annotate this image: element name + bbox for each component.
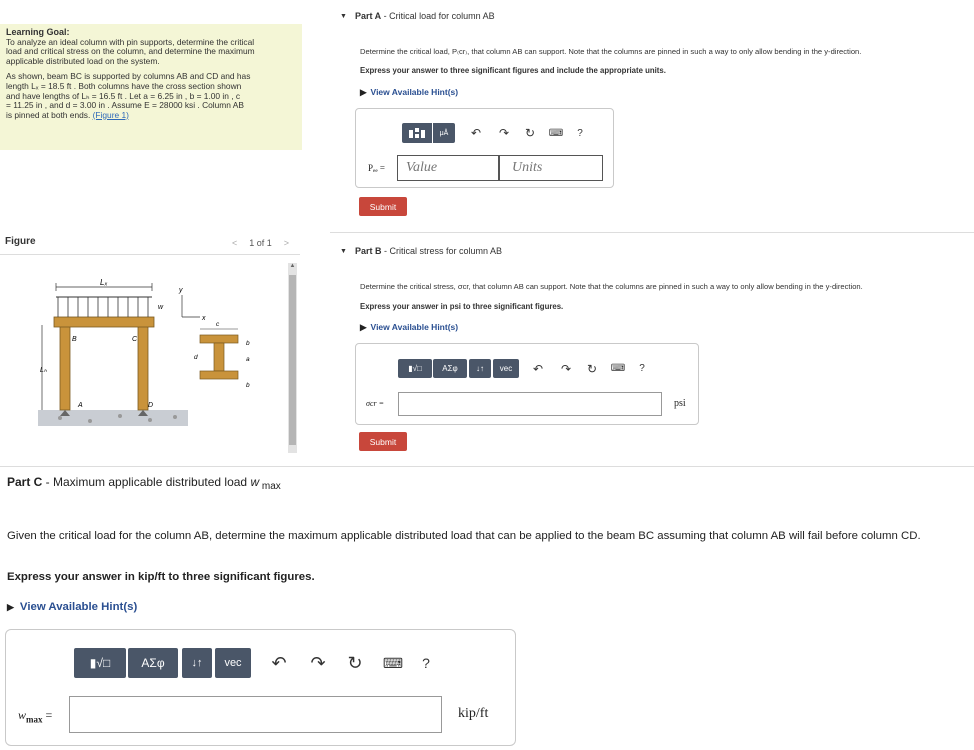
label-c-point: C xyxy=(132,336,138,343)
cross-section-i-beam xyxy=(200,335,238,379)
figure-pager xyxy=(232,238,289,248)
part-c-answer-box xyxy=(5,629,516,746)
label-a-point: A xyxy=(78,402,83,409)
part-c-toolbar xyxy=(74,648,441,678)
keyboard-icon[interactable]: ⌨ xyxy=(610,363,626,374)
figure-title: Figure xyxy=(5,236,36,247)
units-input[interactable] xyxy=(499,155,603,181)
label-b-dim-bottom: b xyxy=(246,382,250,389)
label-x: x xyxy=(202,315,206,322)
part-b-description: Determine the critical stress, σcr, that column AB can support. Note that the columns are pinned in such a way to only allow bending in the y-direction. xyxy=(360,282,863,291)
collapse-icon[interactable]: ▼ xyxy=(340,247,347,255)
part-a-answer-box xyxy=(355,108,614,188)
label-lh: Lₕ xyxy=(40,367,47,374)
label-a-dim: a xyxy=(246,356,250,363)
part-a-variable-label: Pₑₑ = xyxy=(368,163,385,173)
redo-icon[interactable]: ↷ xyxy=(498,126,510,140)
caret-right-icon: ▶ xyxy=(7,602,14,612)
reset-icon[interactable]: ↻ xyxy=(347,652,363,673)
vec-button[interactable]: vec xyxy=(493,359,519,378)
undo-icon[interactable]: ↶ xyxy=(271,652,287,673)
part-b-answer-box xyxy=(355,343,699,425)
part-b-hint-link[interactable]: ▶ View Available Hint(s) xyxy=(360,322,459,332)
part-c-unit-label: kip/ft xyxy=(458,706,489,721)
stress-input[interactable] xyxy=(398,392,662,416)
help-button[interactable]: ? xyxy=(639,363,645,374)
part-b-header[interactable]: ▼ Part B - Critical stress for column AB xyxy=(340,246,502,256)
templates-button[interactable] xyxy=(402,123,432,143)
reset-icon[interactable]: ↻ xyxy=(524,126,536,140)
label-b-point: B xyxy=(72,336,77,343)
part-a-header[interactable]: ▼ Part A - Critical load for column AB xyxy=(340,11,495,21)
label-y: y xyxy=(179,287,183,294)
learning-goal-title: Learning Goal: xyxy=(6,27,70,37)
learning-goal-intro: To analyze an ideal column with pin supports, determine the critical load and critical stress on the column, and determine the maximum applicable distributed load on the system. xyxy=(6,36,255,66)
scroll-up-icon[interactable]: ▲ xyxy=(289,263,296,269)
part-a-submit-button[interactable]: Submit xyxy=(359,197,407,216)
part-divider xyxy=(330,232,974,233)
scroll-thumb[interactable] xyxy=(289,275,296,445)
part-b-submit-button[interactable]: Submit xyxy=(359,432,407,451)
frame-figure xyxy=(20,275,282,455)
part-b-unit-label: psi xyxy=(674,398,686,409)
part-a-description: Determine the critical load, P₍cr₎, that column AB can support. Note that the columns are pinned in such a way to only allow bending in the y-direction. xyxy=(360,47,862,56)
help-button[interactable]: ? xyxy=(577,127,583,139)
undo-icon[interactable]: ↶ xyxy=(470,126,482,140)
learning-goal-panel xyxy=(0,24,302,150)
pager-prev-button[interactable]: < xyxy=(232,238,238,248)
label-lw: Lₓ xyxy=(100,278,108,287)
part-c-header: Part C - Maximum applicable distributed load w $_{max}$ xyxy=(7,475,281,492)
part-a-toolbar xyxy=(402,123,591,143)
column-ab xyxy=(60,325,70,410)
part-c-variable-label: $w_{max}$ = xyxy=(18,708,53,725)
part-b-instruction: Express your answer in psi to three significant figures. xyxy=(360,302,564,311)
units-symbol-button[interactable]: μÅ xyxy=(433,123,455,143)
undo-icon[interactable]: ↶ xyxy=(532,361,544,376)
figure-scrollbar[interactable] xyxy=(288,263,297,453)
label-b-dim: b xyxy=(246,340,250,347)
caret-right-icon: ▶ xyxy=(360,87,367,97)
part-c-hint-link[interactable]: ▶ View Available Hint(s) xyxy=(7,601,138,613)
beam-bc xyxy=(54,317,154,327)
greek-button[interactable]: ΑΣφ xyxy=(128,648,178,678)
learning-goal-body: As shown, beam BC is supported by columns AB and CD and has length Lₓ = 18.5 ft . Both columns have the cross section shown and have lengths of Lₕ = 16.5 ft . Let a = 6.25 in , b = 1.00 in , c = 11.25 in , and d = 3.00 in . Assume E = 28000 ksi . Column AB is pinned at both ends. (Figure 1) xyxy=(6,71,251,120)
greek-button[interactable]: ΑΣφ xyxy=(433,359,467,378)
redo-icon[interactable]: ↷ xyxy=(560,361,572,376)
vec-button[interactable]: vec xyxy=(215,648,251,678)
distributed-load-arrows xyxy=(58,297,148,317)
pager-next-button[interactable]: > xyxy=(283,238,290,248)
part-a-hint-link[interactable]: ▶ View Available Hint(s) xyxy=(360,87,459,97)
templates-button[interactable]: ▮√□ xyxy=(398,359,432,378)
figure-link[interactable]: (Figure 1) xyxy=(92,109,129,120)
keyboard-icon[interactable]: ⌨ xyxy=(548,127,564,139)
part-b-variable-label: σcr = xyxy=(366,399,385,408)
label-w: w xyxy=(158,304,164,311)
caret-right-icon: ▶ xyxy=(360,322,367,332)
label-d-dim: d xyxy=(194,354,198,361)
part-b-toolbar xyxy=(398,359,653,378)
reset-icon[interactable]: ↻ xyxy=(586,361,598,376)
templates-button[interactable]: ▮√□ xyxy=(74,648,126,678)
keyboard-icon[interactable]: ⌨ xyxy=(382,654,404,671)
collapse-icon[interactable]: ▼ xyxy=(340,12,347,20)
part-divider xyxy=(0,466,974,467)
figure-divider xyxy=(0,254,300,255)
redo-icon[interactable]: ↷ xyxy=(310,652,326,673)
part-c-description: Given the critical load for the column AB, determine the maximum applicable distributed load that can be applied to the beam BC assuming that column AB will fail before column CD. xyxy=(7,530,921,542)
value-input[interactable] xyxy=(397,155,499,181)
label-c-dim: c xyxy=(216,321,220,328)
pager-label: 1 of 1 xyxy=(249,238,272,248)
column-cd xyxy=(138,325,148,410)
label-d-point: D xyxy=(148,402,154,409)
part-c-instruction: Express your answer in kip/ft to three significant figures. xyxy=(7,571,315,583)
wmax-input[interactable] xyxy=(69,696,442,733)
help-button[interactable]: ? xyxy=(422,655,430,671)
subscript-button[interactable]: ↓↑ xyxy=(182,648,212,678)
subscript-button[interactable]: ↓↑ xyxy=(469,359,491,378)
part-a-instruction: Express your answer to three significant figures and include the appropriate units. xyxy=(360,66,666,75)
